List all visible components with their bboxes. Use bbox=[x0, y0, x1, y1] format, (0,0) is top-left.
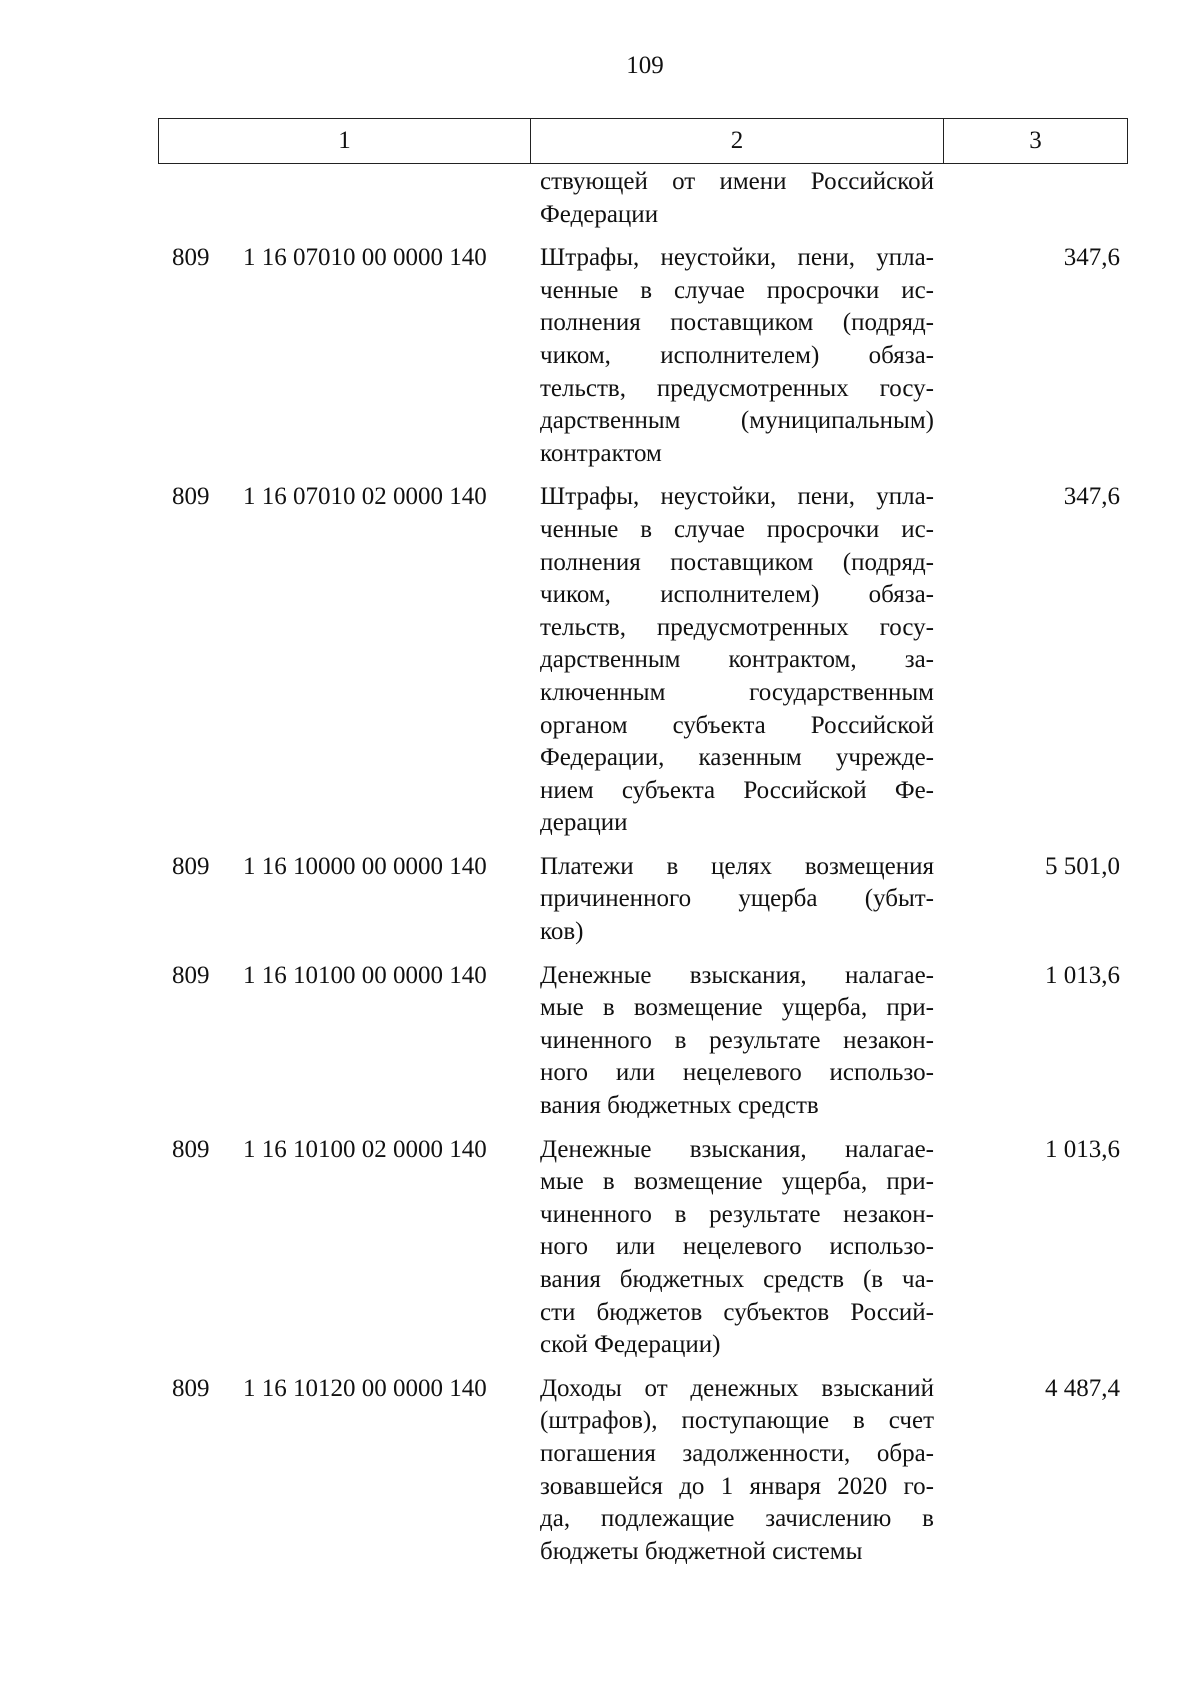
table-row bbox=[0, 481, 1200, 840]
description-line: мые в возмещение ущерба, при- bbox=[540, 994, 934, 1022]
row-spacer bbox=[0, 1123, 1200, 1134]
description-line: ного или нецелевого использо- bbox=[540, 1059, 934, 1087]
description-line: ской Федерации) bbox=[540, 1331, 721, 1359]
description-line: дарственным контрактом, за- bbox=[540, 646, 934, 674]
description-line: мые в возмещение ущерба, при- bbox=[540, 1168, 934, 1196]
table-row bbox=[0, 851, 1200, 949]
description-line: полнения поставщиком (подряд- bbox=[540, 548, 934, 576]
description-line: нием субъекта Российской Фе- bbox=[540, 776, 934, 804]
description-line: дерации bbox=[540, 809, 628, 837]
description-line: Денежные взыскания, налагае- bbox=[540, 961, 934, 989]
table-body bbox=[0, 166, 1200, 1568]
description-line: органом субъекта Российской bbox=[540, 711, 934, 739]
description-line: вания бюджетных средств (в ча- bbox=[540, 1266, 934, 1293]
budget-classification-code: 1 16 10100 00 0000 140 bbox=[243, 961, 487, 989]
row-spacer bbox=[0, 1362, 1200, 1373]
description-line: дарственным (муниципальным) bbox=[540, 407, 934, 435]
description-line: Денежные взыскания, налагае- bbox=[540, 1135, 934, 1163]
description-line: ченные в случае просрочки ис- bbox=[540, 276, 934, 304]
description-line: чиком, исполнителем) обяза- bbox=[540, 581, 934, 609]
table-row bbox=[0, 166, 1200, 231]
row-spacer bbox=[0, 840, 1200, 851]
description-line: да, подлежащие зачислению в bbox=[540, 1505, 934, 1533]
description-line: ченные в случае просрочки ис- bbox=[540, 515, 934, 543]
description-line: сти бюджетов субъектов Россий- bbox=[540, 1298, 934, 1326]
description-line: вания бюджетных средств bbox=[540, 1092, 819, 1120]
budget-classification-code: 1 16 10000 00 0000 140 bbox=[243, 852, 487, 880]
budget-classification-code: 1 16 07010 02 0000 140 bbox=[243, 483, 487, 511]
admin-code: 809 bbox=[172, 852, 210, 880]
amount: 1 013,6 bbox=[1045, 961, 1120, 989]
amount: 4 487,4 bbox=[1045, 1374, 1120, 1402]
page-number: 109 bbox=[626, 52, 664, 79]
table-row bbox=[0, 960, 1200, 1123]
description-line: причиненного ущерба (убыт- bbox=[540, 885, 934, 913]
header-col-1: 1 bbox=[159, 119, 531, 163]
description-line: зовавшейся до 1 января 2020 го- bbox=[540, 1472, 934, 1500]
description-line: тельств, предусмотренных госу- bbox=[540, 613, 934, 641]
admin-code: 809 bbox=[172, 1374, 210, 1402]
amount: 1 013,6 bbox=[1045, 1135, 1120, 1163]
description-line: Платежи в целях возмещения bbox=[540, 852, 934, 880]
income-description bbox=[540, 1373, 934, 1569]
description-line: Штрафы, неустойки, пени, упла- bbox=[540, 483, 934, 511]
admin-code: 809 bbox=[172, 244, 210, 272]
description-line: Федерации bbox=[540, 200, 659, 228]
row-spacer bbox=[0, 470, 1200, 481]
description-line: ного или нецелевого использо- bbox=[540, 1233, 934, 1261]
description-line: контрактом bbox=[540, 439, 662, 467]
budget-classification-code: 1 16 10120 00 0000 140 bbox=[243, 1374, 487, 1402]
table-header bbox=[158, 118, 1128, 164]
income-description bbox=[540, 242, 934, 470]
table-row bbox=[0, 1134, 1200, 1362]
income-description bbox=[540, 481, 934, 840]
description-line: (штрафов), поступающие в счет bbox=[540, 1407, 934, 1435]
table-row bbox=[0, 1373, 1200, 1569]
income-description bbox=[540, 166, 934, 231]
description-line: Доходы от денежных взысканий bbox=[540, 1374, 934, 1402]
row-spacer bbox=[0, 231, 1200, 242]
amount: 347,6 bbox=[1063, 483, 1120, 511]
description-line: погашения задолженности, обра- bbox=[540, 1439, 934, 1467]
description-line: бюджеты бюджетной системы bbox=[540, 1537, 863, 1565]
amount: 5 501,0 bbox=[1045, 852, 1120, 880]
income-description bbox=[540, 1134, 934, 1362]
description-line: ков) bbox=[540, 918, 584, 946]
budget-classification-code: 1 16 10100 02 0000 140 bbox=[243, 1135, 487, 1163]
description-line: чиненного в результате незакон- bbox=[540, 1026, 934, 1054]
description-line: чиком, исполнителем) обяза- bbox=[540, 341, 934, 369]
table-row bbox=[0, 242, 1200, 470]
description-line: Штрафы, неустойки, пени, упла- bbox=[540, 244, 934, 272]
admin-code: 809 bbox=[172, 483, 210, 511]
admin-code: 809 bbox=[172, 1135, 210, 1163]
description-line: полнения поставщиком (подряд- bbox=[540, 309, 934, 337]
header-col-2: 2 bbox=[531, 119, 944, 163]
income-description bbox=[540, 960, 934, 1123]
description-line: ключенным государственным bbox=[540, 678, 934, 706]
admin-code: 809 bbox=[172, 961, 210, 989]
description-line: ствующей от имени Российской bbox=[540, 168, 934, 195]
description-line: Федерации, казенным учрежде- bbox=[540, 744, 934, 772]
income-description bbox=[540, 851, 934, 949]
description-line: чиненного в результате незакон- bbox=[540, 1200, 934, 1228]
header-col-3: 3 bbox=[1029, 127, 1042, 154]
budget-classification-code: 1 16 07010 00 0000 140 bbox=[243, 244, 487, 272]
row-spacer bbox=[0, 949, 1200, 960]
description-line: тельств, предусмотренных госу- bbox=[540, 374, 934, 402]
amount: 347,6 bbox=[1063, 244, 1120, 272]
